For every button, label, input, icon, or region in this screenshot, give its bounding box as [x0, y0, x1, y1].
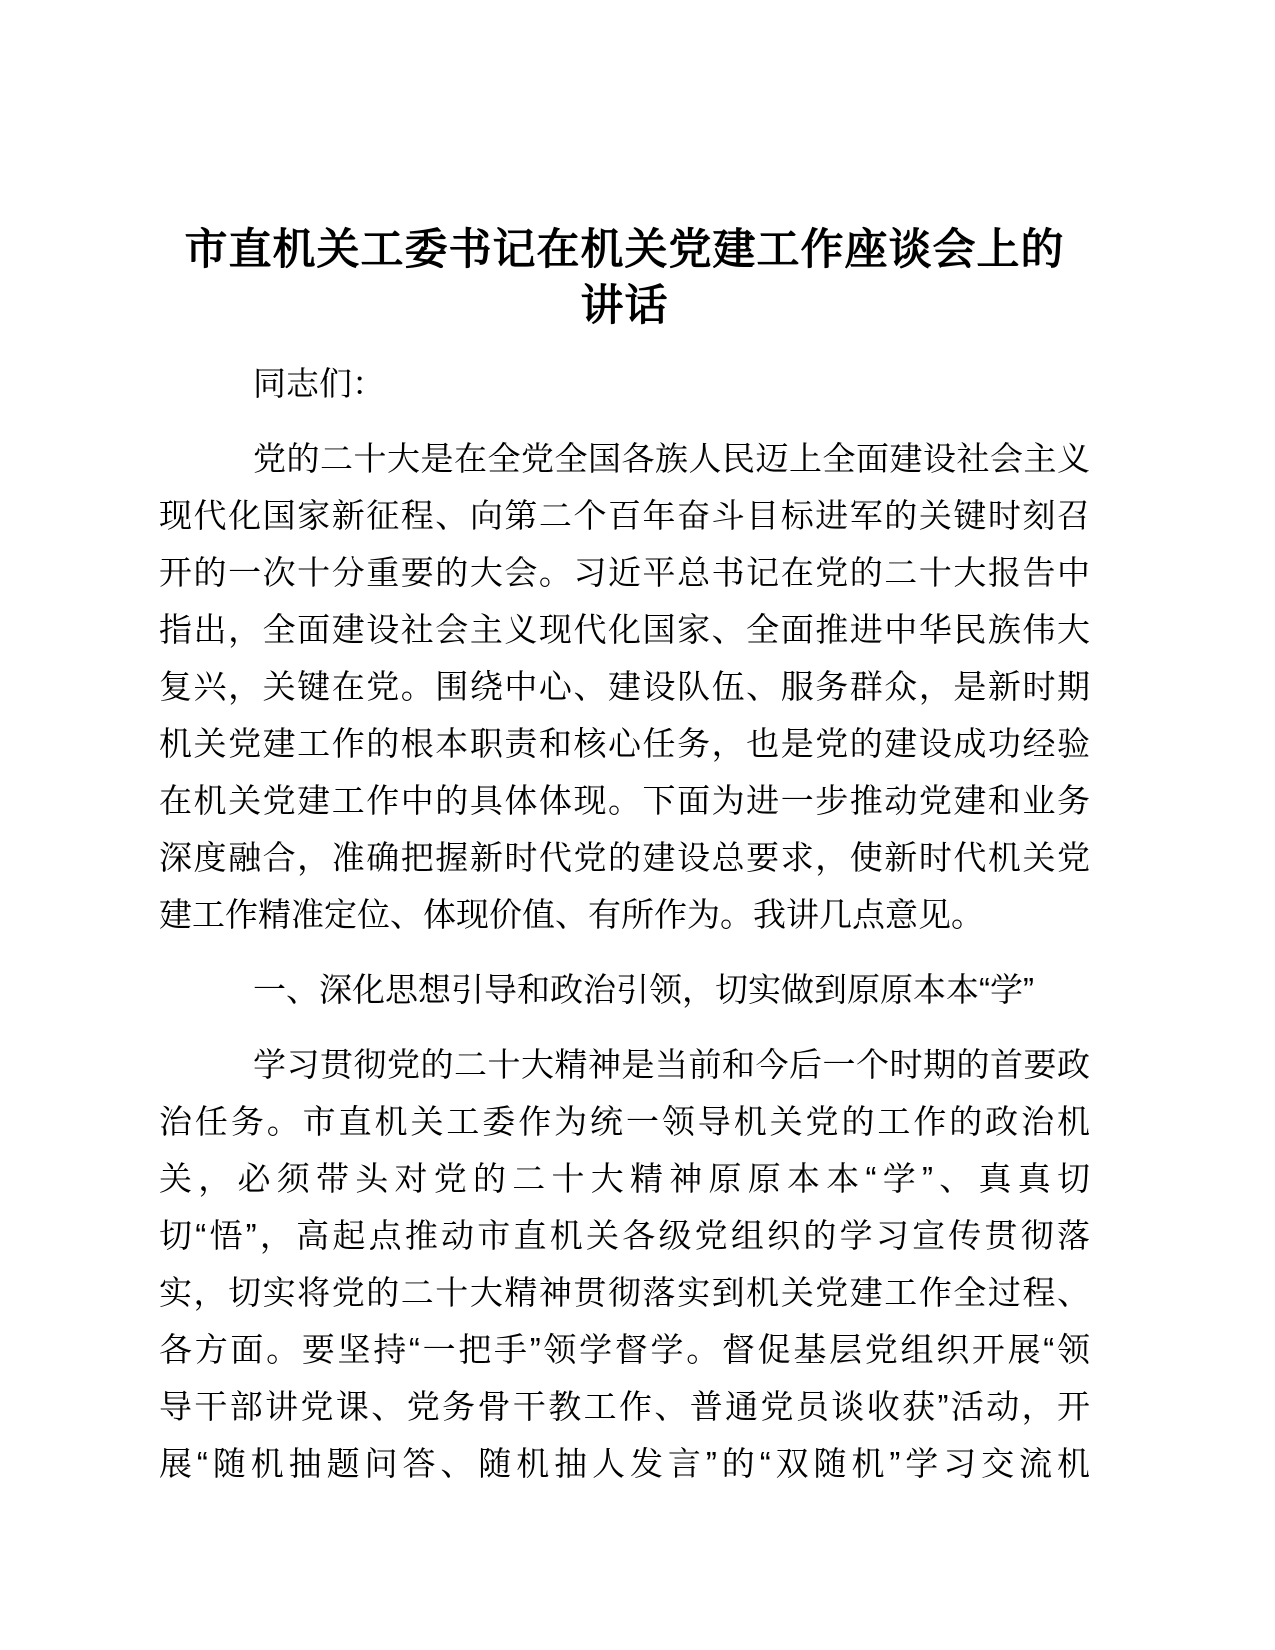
document-body [159, 355, 1090, 1492]
text-line: 开的一次十分重要的大会。习近平总书记在党的二十大报告中 [159, 554, 1090, 591]
text-line: 现代化国家新征程、向第二个百年奋斗目标进军的关键时刻召 [159, 497, 1090, 534]
text-line: 同志们： [253, 365, 385, 402]
text-line: 党的二十大是在全党全国各族人民迈上全面建设社会主义 [253, 440, 1090, 477]
text-line: 各方面。要坚持“一把手”领学督学。督促基层党组织开展“领 [159, 1331, 1090, 1368]
text-line: 治任务。市直机关工委作为统一领导机关党的工作的政治机 [159, 1103, 1090, 1140]
text-line: 指出，全面建设社会主义现代化国家、全面推进中华民族伟大 [159, 611, 1090, 648]
text-line: 关，必须带头对党的二十大精神原原本本“学”、真真切 [159, 1160, 1090, 1197]
text-line: 建工作精准定位、体现价值、有所作为。我讲几点意见。 [159, 896, 984, 933]
paragraph [159, 1036, 1090, 1492]
text-line: 一、深化思想引导和政治引领，切实做到原原本本“学” [253, 971, 1034, 1008]
text-line: 在机关党建工作中的具体体现。下面为进一步推动党建和业务 [159, 782, 1090, 819]
text-line: 导干部讲党课、党务骨干教工作、普通党员谈收获”活动，开 [159, 1388, 1090, 1425]
document-title [159, 222, 1090, 334]
text-line: 学习贯彻党的二十大精神是当前和今后一个时期的首要政 [253, 1046, 1090, 1083]
text-line: 切“悟”，高起点推动市直机关各级党组织的学习宣传贯彻落 [159, 1217, 1090, 1254]
section-heading [159, 961, 1090, 1018]
paragraph [159, 430, 1090, 943]
document-title-line-1: 市直机关工委书记在机关党建工作座谈会上的 [184, 226, 1065, 274]
text-line: 深度融合，准确把握新时代党的建设总要求，使新时代机关党 [159, 839, 1090, 876]
text-line: 实，切实将党的二十大精神贯彻落实到机关党建工作全过程、 [159, 1274, 1090, 1311]
paragraph [159, 355, 1090, 412]
text-line: 展“随机抽题问答、随机抽人发言”的“双随机”学习交流机 [159, 1445, 1090, 1482]
text-line: 复兴，关键在党。围绕中心、建设队伍、服务群众，是新时期 [159, 668, 1090, 705]
text-line: 机关党建工作的根本职责和核心任务，也是党的建设成功经验 [159, 725, 1090, 762]
document-title-line-2: 讲话 [580, 282, 669, 330]
